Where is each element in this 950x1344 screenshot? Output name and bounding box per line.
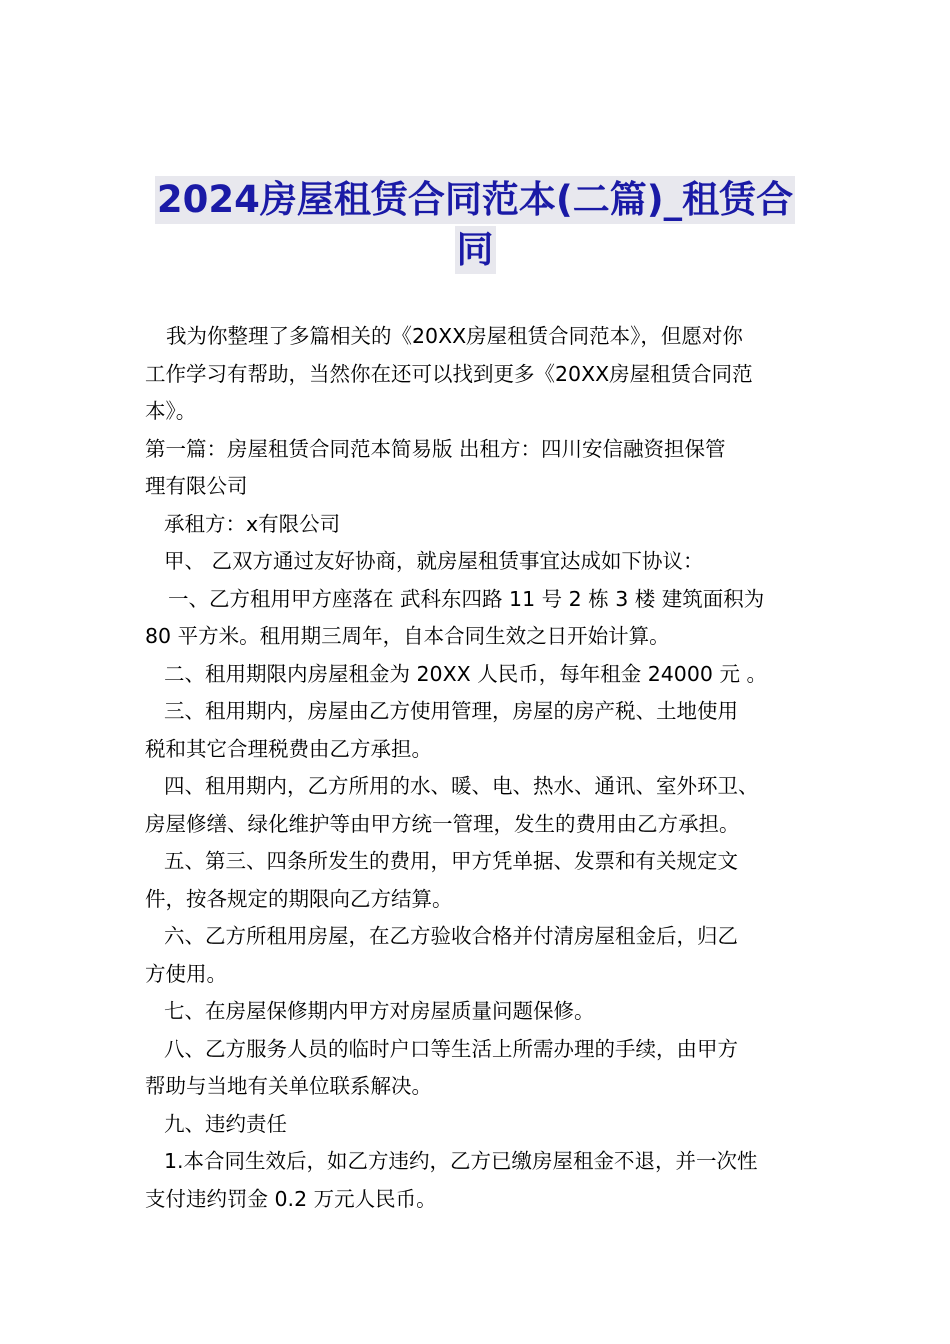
- paragraph-line: 税和其它合理税费由乙方承担。: [145, 736, 432, 761]
- title-line-1: 2024房屋租赁合同范本(二篇)_租赁合: [155, 176, 795, 224]
- paragraph-line: 第一篇：房屋租赁合同范本简易版 出租方：四川安信融资担保管: [145, 436, 726, 461]
- paragraph-line: 七、在房屋保修期内甲方对房屋质量问题保修。: [164, 999, 595, 1023]
- paragraph-line: 80 平方米。租用期三周年，自本合同生效之日开始计算。: [145, 624, 670, 648]
- paragraph-line: 1.本合同生效后，如乙方违约，乙方已缴房屋租金不退，并一次性: [164, 1149, 758, 1173]
- paragraph-line: 五、第三、四条所发生的费用，甲方凭单据、发票和有关规定文: [164, 849, 738, 873]
- title-line-2: 同: [455, 226, 496, 274]
- paragraph-line: 件，按各规定的期限向乙方结算。: [145, 886, 453, 911]
- document-title: [0, 176, 950, 274]
- paragraph-line: 三、租用期内，房屋由乙方使用管理，房屋的房产税、土地使用: [164, 699, 738, 723]
- paragraph-line: 九、违约责任: [164, 1111, 287, 1136]
- paragraph-line: 本》。: [145, 399, 197, 423]
- paragraph-line: 六、乙方所租用房屋，在乙方验收合格并付清房屋租金后，归乙: [164, 924, 738, 948]
- paragraph-line: 甲、 乙双方通过友好协商，就房屋租赁事宜达成如下协议：: [164, 549, 704, 573]
- paragraph-line: 理有限公司: [145, 474, 248, 498]
- paragraph-line: 我为你整理了多篇相关的《20XX房屋租赁合同范本》，但愿对你: [166, 324, 743, 348]
- paragraph-line: 帮助与当地有关单位联系解决。: [145, 1074, 432, 1098]
- paragraph-line: 方使用。: [145, 961, 227, 986]
- paragraph-line: 支付违约罚金 0.2 万元人民币。: [145, 1186, 437, 1211]
- paragraph-line: 房屋修缮、绿化维护等由甲方统一管理，发生的费用由乙方承担。: [145, 811, 740, 836]
- paragraph-line: 四、租用期内，乙方所用的水、暖、电、热水、通讯、室外环卫、: [164, 774, 759, 798]
- paragraph-line: 八、乙方服务人员的临时户口等生活上所需办理的手续，由甲方: [164, 1036, 738, 1061]
- document-body: [145, 318, 825, 1218]
- paragraph-line: 工作学习有帮助，当然你在还可以找到更多《20XX房屋租赁合同范: [145, 361, 753, 386]
- paragraph-line: 二、租用期限内房屋租金为 20XX 人民币，每年租金 24000 元 。: [164, 661, 767, 686]
- paragraph-line: 一、乙方租用甲方座落在 武科东四路 11 号 2 栋 3 楼 建筑面积为: [168, 586, 765, 611]
- paragraph-line: 承租方：x有限公司: [164, 511, 341, 536]
